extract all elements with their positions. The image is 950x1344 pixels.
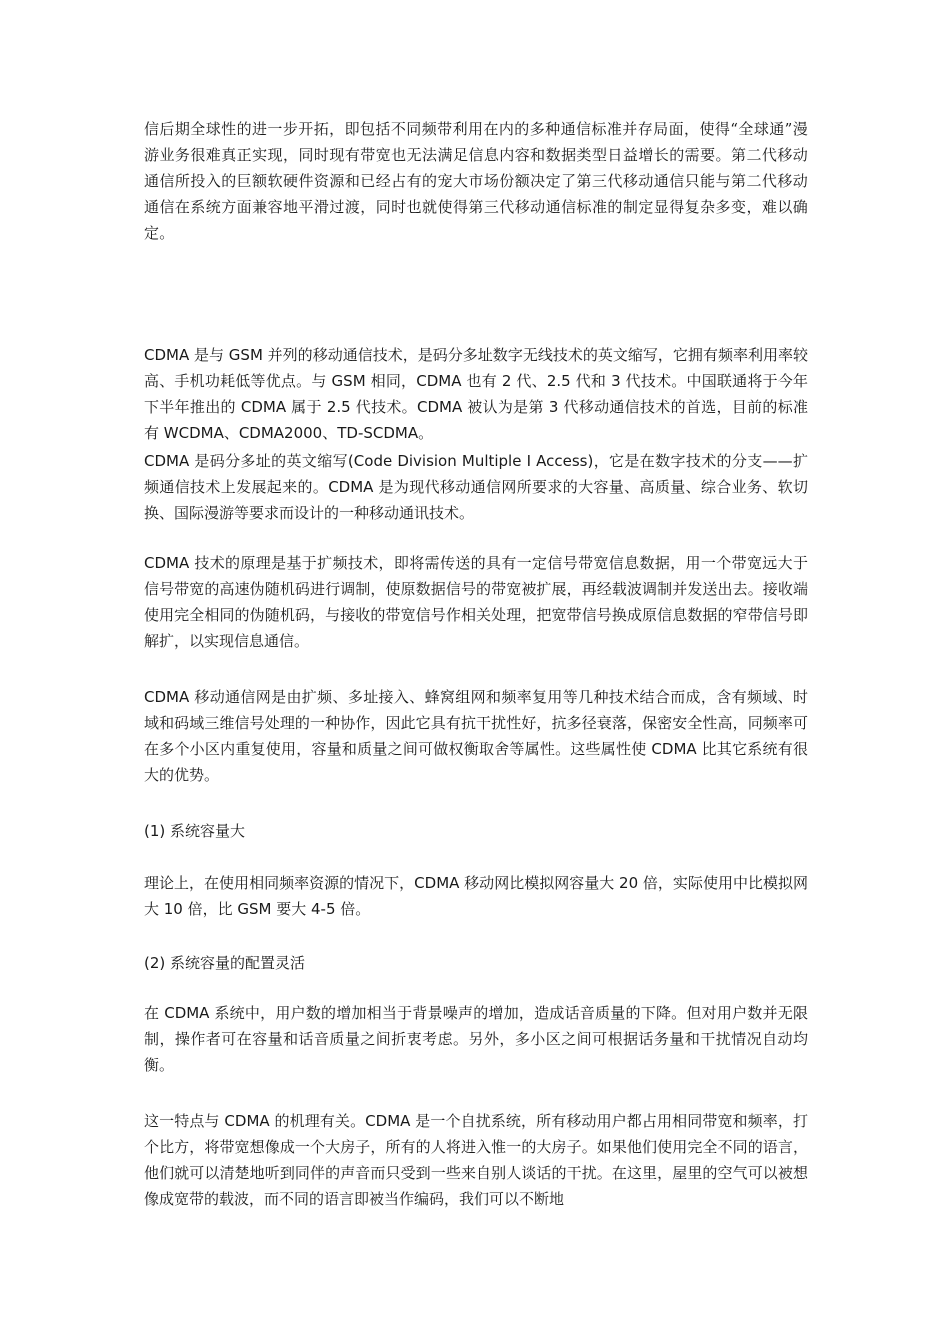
- heading-capacity-flexible: (2) 系统容量的配置灵活: [144, 954, 306, 972]
- paragraph-capacity-large: 理论上，在使用相同频率资源的情况下，CDMA 移动网比模拟网容量大 20 倍，实际使用中比模拟网大 10 倍，比 GSM 要大 4-5 倍。: [144, 874, 808, 918]
- paragraph-self-interference: 这一特点与 CDMA 的机理有关。CDMA 是一个自扰系统，所有移动用户都占用相同带宽和频率，打个比方，将带宽想像成一个大房子，所有的人将进入惟一的大房子。如果他们使用完全不同的语言，他们就可以清楚地听到同伴的声音而只受到一些来自别人谈话的干扰。在这里，屋里的空气可以被想像成宽带的载波，而不同的语言即被当作编码，我们可以不断地: [144, 1112, 808, 1208]
- paragraph-cdma-principle: CDMA 技术的原理是基于扩频技术，即将需传送的具有一定信号带宽信息数据，用一个带宽远大于信号带宽的高速伪随机码进行调制，使原数据信号的带宽被扩展，再经载波调制并发送出去。接收端使用完全相同的伪随机码，与接收的带宽信号作相关处理，把宽带信号换成原信息数据的窄带信号即解扩，以实现信息通信。: [144, 554, 808, 650]
- paragraph-capacity-flexible: 在 CDMA 系统中，用户数的增加相当于背景噪声的增加，造成话音质量的下降。但对用户数并无限制，操作者可在容量和话音质量之间折衷考虑。另外，多小区之间可根据话务量和干扰情况自动均衡。: [144, 1004, 808, 1074]
- paragraph-cdma-definition: CDMA 是码分多址的英文缩写(Code Division Multiple I Access)，它是在数字技术的分支——扩频通信技术上发展起来的。CDMA 是为现代移动通信网所要求的大容量、高质量、综合业务、软切换、国际漫游等要求而设计的一种移动通讯技术。: [144, 452, 808, 522]
- heading-capacity-large: (1) 系统容量大: [144, 822, 246, 840]
- paragraph-3g-transition: 信后期全球性的进一步开拓，即包括不同频带利用在内的多种通信标准并存局面，使得“全球通”漫游业务很难真正实现，同时现有带宽也无法满足信息内容和数据类型日益增长的需要。第二代移动通信所投入的巨额软硬件资源和已经占有的宠大市场份额决定了第三代移动通信只能与第二代移动通信在系统方面兼容地平滑过渡，同时也就使得第三代移动通信标准的制定显得复杂多变，难以确定。: [144, 120, 808, 242]
- paragraph-cdma-overview: CDMA 是与 GSM 并列的移动通信技术，是码分多址数字无线技术的英文缩写，它拥有频率利用率较高、手机功耗低等优点。与 GSM 相同，CDMA 也有 2 代、2.5 代和 3 代技术。中国联通将于今年下半年推出的 CDMA 属于 2.5 代技术。CDMA 被认为是第 3 代移动通信技术的首选，目前的标准有 WCDMA、CDMA2000、TD-SCDMA。: [144, 346, 808, 442]
- paragraph-cdma-network: CDMA 移动通信网是由扩频、多址接入、蜂窝组网和频率复用等几种技术结合而成，含有频域、时域和码域三维信号处理的一种协作，因此它具有抗干扰性好，抗多径衰落，保密安全性高，同频率可在多个小区内重复使用，容量和质量之间可做权衡取舍等属性。这些属性使 CDMA 比其它系统有很大的优势。: [144, 688, 808, 784]
